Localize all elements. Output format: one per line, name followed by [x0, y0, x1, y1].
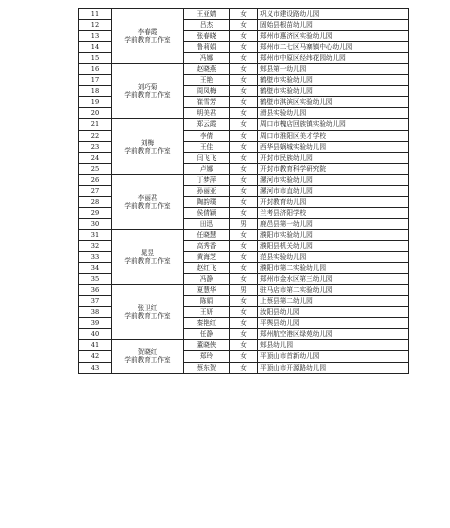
- studio-cell: [112, 119, 184, 174]
- studio-cell: [112, 229, 184, 284]
- studio-leader-name: 晁昱: [140, 249, 155, 258]
- member-workplace: 滑县实验幼儿园: [258, 108, 409, 119]
- studio-leader-name: 张卫红: [137, 304, 158, 313]
- member-gender: 女: [230, 185, 258, 196]
- row-number: 11: [79, 9, 112, 20]
- member-gender: 女: [230, 31, 258, 42]
- row-number: 20: [79, 108, 112, 119]
- member-gender: 女: [230, 174, 258, 185]
- member-name: 李倩: [184, 130, 230, 141]
- member-workplace: 濮阳市第二实验幼儿园: [258, 263, 409, 274]
- member-workplace: 郑州市二七区马寨镇中心幼儿园: [258, 42, 409, 53]
- member-gender: 女: [230, 163, 258, 174]
- row-number: 18: [79, 86, 112, 97]
- member-gender: 女: [230, 351, 258, 362]
- row-number: 35: [79, 274, 112, 285]
- member-name: 董晓侠: [184, 340, 230, 351]
- studio-leader-name: 李春霞: [137, 28, 158, 37]
- member-gender: 女: [230, 196, 258, 207]
- studio-title: 学前教育工作室: [124, 146, 171, 155]
- member-workplace: 漯河市实验幼儿园: [258, 174, 409, 185]
- member-gender: 女: [230, 97, 258, 108]
- member-name: 崔雪芳: [184, 97, 230, 108]
- row-number: 17: [79, 75, 112, 86]
- member-name: 任静: [184, 329, 230, 340]
- member-workplace: 西华县娲城实验幼儿园: [258, 141, 409, 152]
- member-gender: 女: [230, 119, 258, 130]
- member-name: 周凤梅: [184, 86, 230, 97]
- roster-table-body: [79, 9, 409, 374]
- member-name: 赵晓燕: [184, 64, 230, 75]
- member-gender: 女: [230, 86, 258, 97]
- member-workplace: 周口市槐店回族镇实验幼儿园: [258, 119, 409, 130]
- row-number: 34: [79, 263, 112, 274]
- member-name: 王亚婧: [184, 9, 230, 20]
- member-gender: 女: [230, 362, 258, 373]
- row-number: 14: [79, 42, 112, 53]
- row-number: 22: [79, 130, 112, 141]
- member-gender: 女: [230, 263, 258, 274]
- member-workplace: 郑州市金水区第三幼儿园: [258, 274, 409, 285]
- row-number: 32: [79, 240, 112, 251]
- member-workplace: 鹤壁市淇滨区实验幼儿园: [258, 97, 409, 108]
- table-row: [79, 174, 409, 185]
- studio-leader-name: 刘巧菊: [137, 83, 158, 92]
- member-name: 冯静: [184, 274, 230, 285]
- row-number: 30: [79, 218, 112, 229]
- member-name: 蔡东贺: [184, 362, 230, 373]
- member-name: 赵红飞: [184, 263, 230, 274]
- member-name: 夏慧华: [184, 285, 230, 296]
- member-workplace: 开封教育幼儿园: [258, 196, 409, 207]
- member-gender: 女: [230, 20, 258, 31]
- member-name: 陈娟: [184, 296, 230, 307]
- member-workplace: 鹿邑县第一幼儿园: [258, 218, 409, 229]
- row-number: 27: [79, 185, 112, 196]
- member-name: 郑云霞: [184, 119, 230, 130]
- member-workplace: 郑州市中原区经纬花园幼儿园: [258, 53, 409, 64]
- member-name: 黄海芝: [184, 252, 230, 263]
- member-name: 高秀香: [184, 240, 230, 251]
- row-number: 38: [79, 307, 112, 318]
- member-name: 王艳: [184, 75, 230, 86]
- member-gender: 女: [230, 318, 258, 329]
- member-name: 陶韵璞: [184, 196, 230, 207]
- studio-title: 学前教育工作室: [124, 356, 171, 365]
- table-row: [79, 9, 409, 20]
- member-name: 丁梦萍: [184, 174, 230, 185]
- member-workplace: 兰考县济阳学校: [258, 207, 409, 218]
- member-gender: 女: [230, 340, 258, 351]
- member-workplace: 固始县根苗幼儿园: [258, 20, 409, 31]
- row-number: 28: [79, 196, 112, 207]
- member-workplace: 平舆县幼儿园: [258, 318, 409, 329]
- member-workplace: 郑州航空港区绿苑幼儿园: [258, 329, 409, 340]
- member-name: 闫飞飞: [184, 152, 230, 163]
- member-gender: 女: [230, 53, 258, 64]
- member-name: 张春晓: [184, 31, 230, 42]
- member-gender: 女: [230, 141, 258, 152]
- table-row: [79, 285, 409, 296]
- member-name: 任晓慧: [184, 229, 230, 240]
- member-gender: 女: [230, 9, 258, 20]
- member-gender: 女: [230, 42, 258, 53]
- row-number: 33: [79, 252, 112, 263]
- member-name: 秦艳红: [184, 318, 230, 329]
- row-number: 23: [79, 141, 112, 152]
- studio-cell: [112, 174, 184, 229]
- member-gender: 女: [230, 229, 258, 240]
- member-gender: 男: [230, 285, 258, 296]
- member-workplace: 驻马店市第二实验幼儿园: [258, 285, 409, 296]
- studio-cell: [112, 9, 184, 64]
- row-number: 36: [79, 285, 112, 296]
- member-workplace: 鹤壁市实验幼儿园: [258, 86, 409, 97]
- row-number: 12: [79, 20, 112, 31]
- member-workplace: 周口市淮阳区美才学校: [258, 130, 409, 141]
- studio-cell: [112, 340, 184, 373]
- row-number: 13: [79, 31, 112, 42]
- studio-title: 学前教育工作室: [124, 36, 171, 45]
- studio-title: 学前教育工作室: [124, 201, 171, 210]
- member-gender: 女: [230, 75, 258, 86]
- member-name: 田迅: [184, 218, 230, 229]
- member-workplace: 郑州市惠济区实验幼儿园: [258, 31, 409, 42]
- row-number: 31: [79, 229, 112, 240]
- member-workplace: 汝阳县幼儿园: [258, 307, 409, 318]
- member-gender: 女: [230, 329, 258, 340]
- member-workplace: 开封市教育科学研究院: [258, 163, 409, 174]
- row-number: 42: [79, 351, 112, 362]
- studio-cell: [112, 64, 184, 119]
- member-gender: 女: [230, 296, 258, 307]
- member-name: 卢娜: [184, 163, 230, 174]
- studio-title: 学前教育工作室: [124, 257, 171, 266]
- row-number: 41: [79, 340, 112, 351]
- row-number: 19: [79, 97, 112, 108]
- row-number: 43: [79, 362, 112, 373]
- studio-leader-name: 贺晓红: [137, 348, 158, 357]
- member-name: 明美君: [184, 108, 230, 119]
- member-gender: 女: [230, 274, 258, 285]
- member-workplace: 濮阳县机关幼儿园: [258, 240, 409, 251]
- member-workplace: 巩义市建设路幼儿园: [258, 9, 409, 20]
- member-name: 吕杰: [184, 20, 230, 31]
- row-number: 25: [79, 163, 112, 174]
- studio-leader-name: 李丽君: [137, 193, 158, 202]
- member-gender: 女: [230, 240, 258, 251]
- row-number: 29: [79, 207, 112, 218]
- member-gender: 女: [230, 130, 258, 141]
- member-gender: 男: [230, 218, 258, 229]
- member-gender: 女: [230, 207, 258, 218]
- member-workplace: 开封市民族幼儿园: [258, 152, 409, 163]
- table-row: [79, 229, 409, 240]
- member-gender: 女: [230, 64, 258, 75]
- table-row: [79, 340, 409, 351]
- studio-title: 学前教育工作室: [124, 91, 171, 100]
- member-gender: 女: [230, 252, 258, 263]
- row-number: 21: [79, 119, 112, 130]
- member-workplace: 平顶山市首新幼儿园: [258, 351, 409, 362]
- member-name: 王妍: [184, 307, 230, 318]
- row-number: 26: [79, 174, 112, 185]
- member-gender: 女: [230, 108, 258, 119]
- member-name: 郑玲: [184, 351, 230, 362]
- row-number: 39: [79, 318, 112, 329]
- row-number: 16: [79, 64, 112, 75]
- member-workplace: 郏县幼儿园: [258, 340, 409, 351]
- row-number: 37: [79, 296, 112, 307]
- row-number: 24: [79, 152, 112, 163]
- table-row: [79, 119, 409, 130]
- member-name: 王佳: [184, 141, 230, 152]
- member-workplace: 鹤壁市实验幼儿园: [258, 75, 409, 86]
- member-name: 鲁莉娟: [184, 42, 230, 53]
- member-name: 侯倩颖: [184, 207, 230, 218]
- studio-cell: [112, 285, 184, 340]
- member-gender: 女: [230, 307, 258, 318]
- member-gender: 女: [230, 152, 258, 163]
- member-name: 冯娜: [184, 53, 230, 64]
- studio-title: 学前教育工作室: [124, 312, 171, 321]
- member-workplace: 上蔡县第二幼儿园: [258, 296, 409, 307]
- row-number: 40: [79, 329, 112, 340]
- member-workplace: 范县实验幼儿园: [258, 252, 409, 263]
- member-workplace: 漯河市市直幼儿园: [258, 185, 409, 196]
- member-name: 孙丽亚: [184, 185, 230, 196]
- member-workplace: 平顶山市开源路幼儿园: [258, 362, 409, 373]
- member-workplace: 濮阳市实验幼儿园: [258, 229, 409, 240]
- member-workplace: 郏县第一幼儿园: [258, 64, 409, 75]
- row-number: 15: [79, 53, 112, 64]
- roster-table: [78, 8, 409, 374]
- table-row: [79, 64, 409, 75]
- studio-leader-name: 刘梅: [140, 138, 155, 147]
